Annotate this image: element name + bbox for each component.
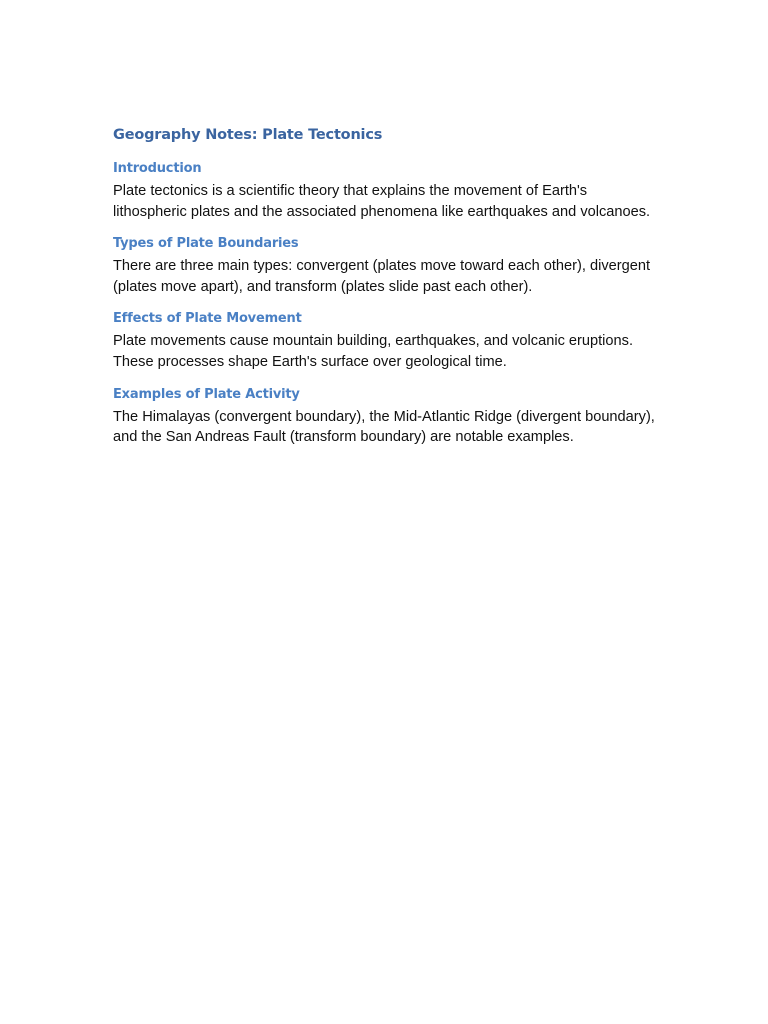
section-introduction	[113, 159, 658, 222]
section-examples-of-plate-activity	[113, 385, 658, 448]
section-body: The Himalayas (convergent boundary), the Mid-Atlantic Ridge (divergent boundary), and the San Andreas Fault (transform boundary) are notable examples.	[113, 408, 655, 446]
document-page	[113, 124, 658, 460]
section-heading: Types of Plate Boundaries	[113, 236, 299, 252]
section-effects-of-plate-movement	[113, 309, 658, 372]
section-body: There are three main types: convergent (plates move toward each other), divergent (plates move apart), and transform (plates slide past each other).	[113, 258, 651, 295]
section-heading: Effects of Plate Movement	[113, 311, 302, 327]
document-title: Geography Notes: Plate Tectonics	[113, 127, 383, 143]
section-types-of-plate-boundaries	[113, 234, 658, 297]
section-body: Plate movements cause mountain building, earthquakes, and volcanic eruptions. These processes shape Earth's surface over geological time.	[113, 333, 634, 370]
section-body: Plate tectonics is a scientific theory that explains the movement of Earth's lithospheric plates and the associated phenomena like earthquakes and volcanoes.	[113, 183, 651, 220]
section-heading: Introduction	[113, 161, 202, 176]
section-heading: Examples of Plate Activity	[113, 386, 300, 402]
